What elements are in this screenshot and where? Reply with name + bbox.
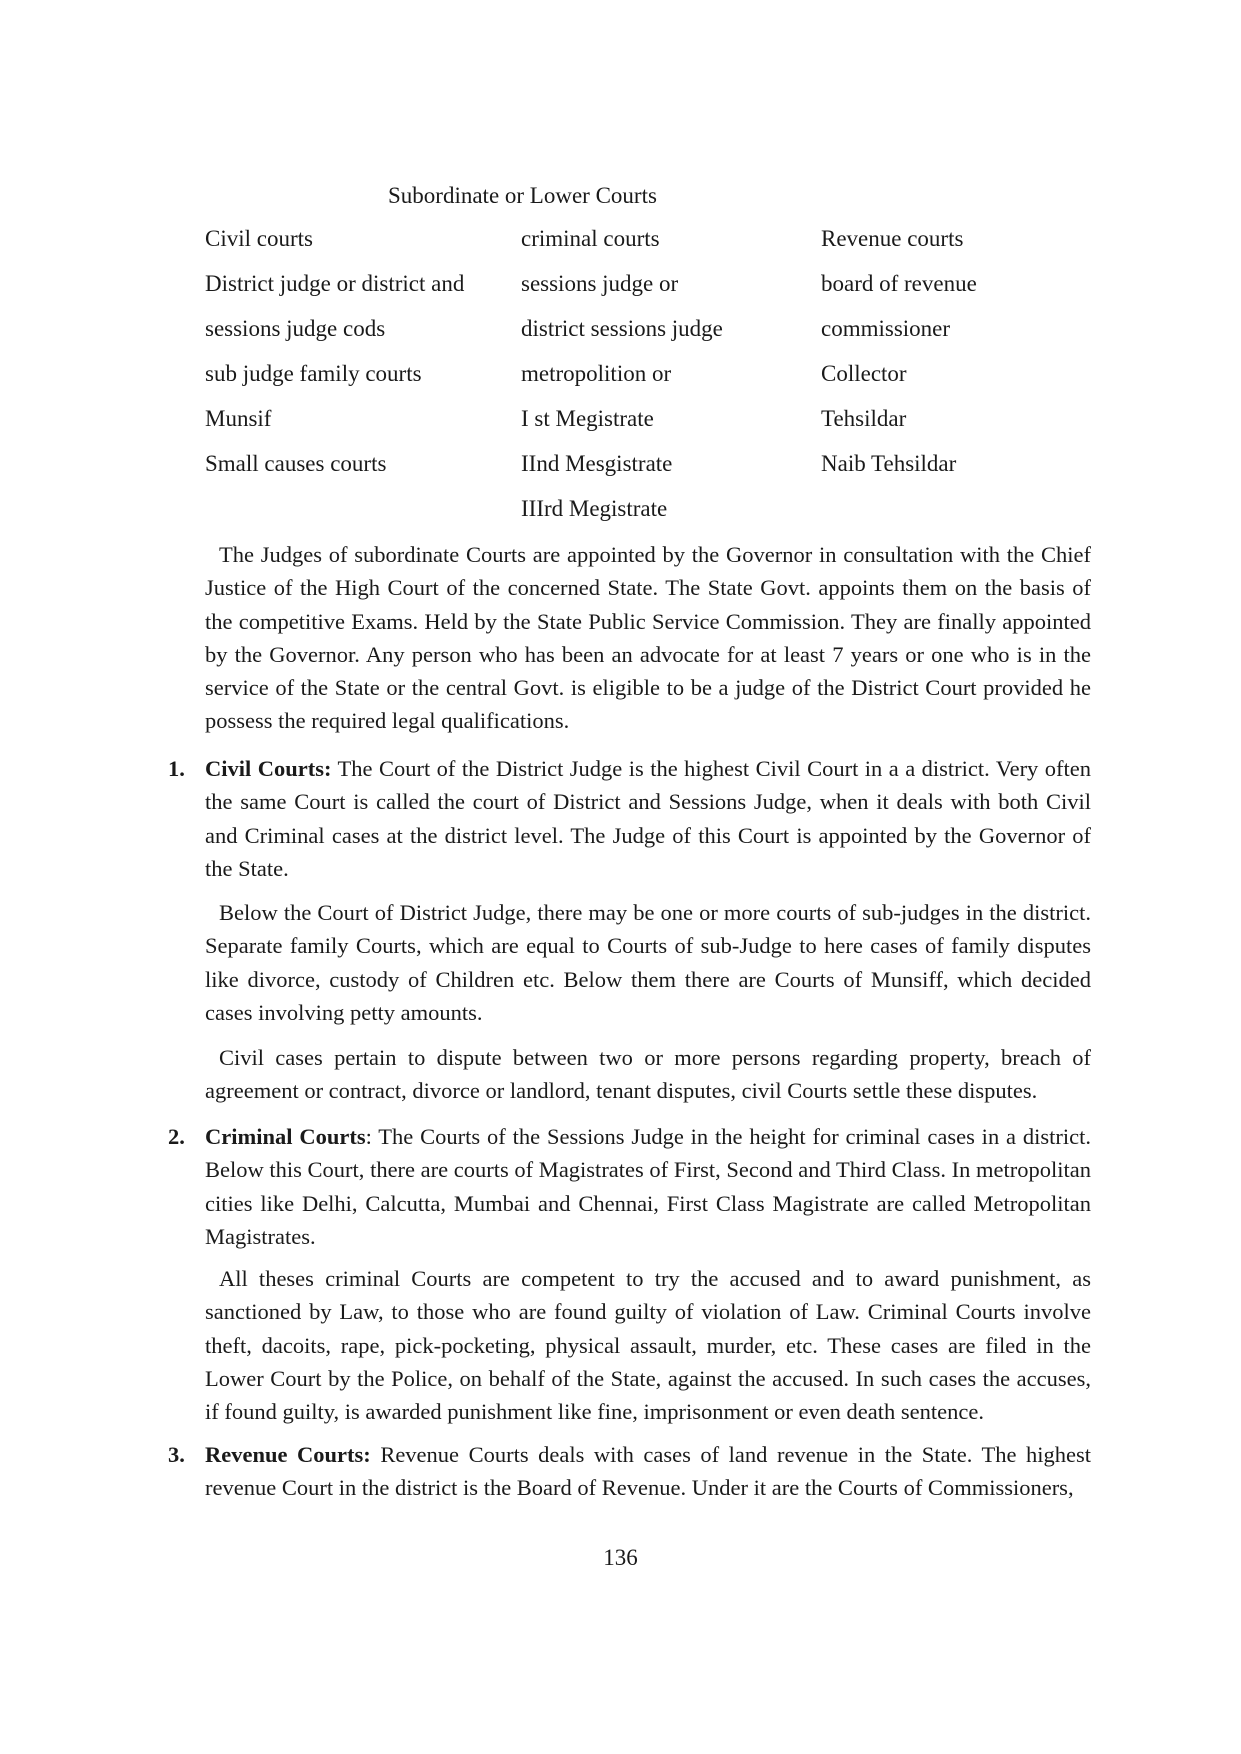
courts-table	[205, 223, 1055, 538]
table-cell: District judge or district and	[205, 271, 465, 296]
paragraph-text: Civil cases pertain to dispute between two or more persons regarding property, breach of agreement or contract, divorce or landlord, tenant disputes, civil Courts settle these disputes.	[205, 1045, 1091, 1104]
table-row	[205, 223, 1055, 268]
table-header-revenue: Revenue courts	[821, 226, 964, 251]
table-row	[205, 403, 1055, 448]
revenue-courts-item	[168, 1438, 1091, 1505]
civil-courts-item	[168, 752, 1091, 885]
item-heading: Civil Courts:	[205, 756, 332, 781]
item-text: : The Courts of the Sessions Judge in the height for criminal cases in a district. Below this Court, there are courts of Magistrates of First, Second and Third Class. In metropolitan cities like Delhi, Calcutta, Mumbai and Chennai, First Class Magistrate are called Metropolitan Magistrates.	[205, 1124, 1091, 1249]
item-number: 1.	[168, 756, 185, 781]
table-cell: sub judge family courts	[205, 361, 422, 386]
item-text: The Court of the District Judge is the highest Civil Court in a a district. Very often the same Court is called the court of District and Sessions Judge, when it deals with both Civil and Criminal cases at the district level. The Judge of this Court is appointed by the Governor of the State.	[205, 756, 1092, 881]
table-title: Subordinate or Lower Courts	[388, 183, 657, 208]
item-heading: Criminal Courts	[205, 1124, 366, 1149]
intro-paragraph	[205, 538, 1091, 738]
item-text: Revenue Courts deals with cases of land revenue in the State. The highest revenue Court in the district is the Board of Revenue. Under it are the Courts of Commissioners,	[205, 1442, 1091, 1501]
table-cell: I st Megistrate	[521, 406, 654, 431]
table-cell: Munsif	[205, 406, 272, 431]
intro-paragraph-text: The Judges of subordinate Courts are appointed by the Governor in consultation with the Chief Justice of the High Court of the concerned State. The State Govt. appoints them on the basis of the competitive Exams. Held by the State Public Service Commission. They are finally appointed by the Governor. Any person who has been an advocate for at least 7 years or one who is in the service of the State or the central Govt. is eligible to be a judge of the District Court provided he possess the required legal qualifications.	[205, 542, 1091, 734]
item-number: 3.	[168, 1442, 185, 1467]
table-cell: Naib Tehsildar	[821, 451, 957, 476]
civil-paragraph-subjudges	[205, 896, 1091, 1029]
page-number: 136	[603, 1545, 638, 1570]
table-row	[205, 313, 1055, 358]
civil-paragraph-cases	[205, 1041, 1091, 1108]
criminal-courts-item	[168, 1120, 1091, 1253]
table-cell: Collector	[821, 361, 907, 386]
table-row	[205, 358, 1055, 403]
paragraph-text: All theses criminal Courts are competent to try the accused and to award punishment, as sanctioned by Law, to those who are found guilty of violation of Law. Criminal Courts involve theft, dacoits, rape, pick-pocketing, physical assault, murder, etc. These cases are filed in the Lower Court by the Police, on behalf of the State, against the accused. In such cases the accuses, if found guilty, is awarded punishment like fine, imprisonment or even death sentence.	[205, 1266, 1091, 1425]
table-cell: metropolition or	[521, 361, 672, 386]
table-cell: IInd Mesgistrate	[521, 451, 673, 476]
criminal-paragraph	[205, 1262, 1091, 1428]
table-header-civil: Civil courts	[205, 226, 313, 251]
table-row	[205, 448, 1055, 493]
table-cell: IIIrd Megistrate	[521, 496, 668, 521]
table-cell: district sessions judge	[521, 316, 723, 341]
table-cell: sessions judge or	[521, 271, 679, 296]
table-cell: sessions judge cods	[205, 316, 386, 341]
table-cell: Tehsildar	[821, 406, 907, 431]
table-row	[205, 268, 1055, 313]
paragraph-text: Below the Court of District Judge, there may be one or more courts of sub-judges in the district. Separate family Courts, which are equal to Courts of sub-Judge to here cases of family disputes like divorce, custody of Children etc. Below them there are Courts of Munsiff, which decided cases involving petty amounts.	[205, 900, 1091, 1025]
item-heading: Revenue Courts:	[205, 1442, 371, 1467]
item-number: 2.	[168, 1124, 185, 1149]
table-cell: Small causes courts	[205, 451, 387, 476]
table-cell: commissioner	[821, 316, 951, 341]
table-header-criminal: criminal courts	[521, 226, 660, 251]
table-row	[205, 493, 1055, 538]
table-cell: board of revenue	[821, 271, 977, 296]
